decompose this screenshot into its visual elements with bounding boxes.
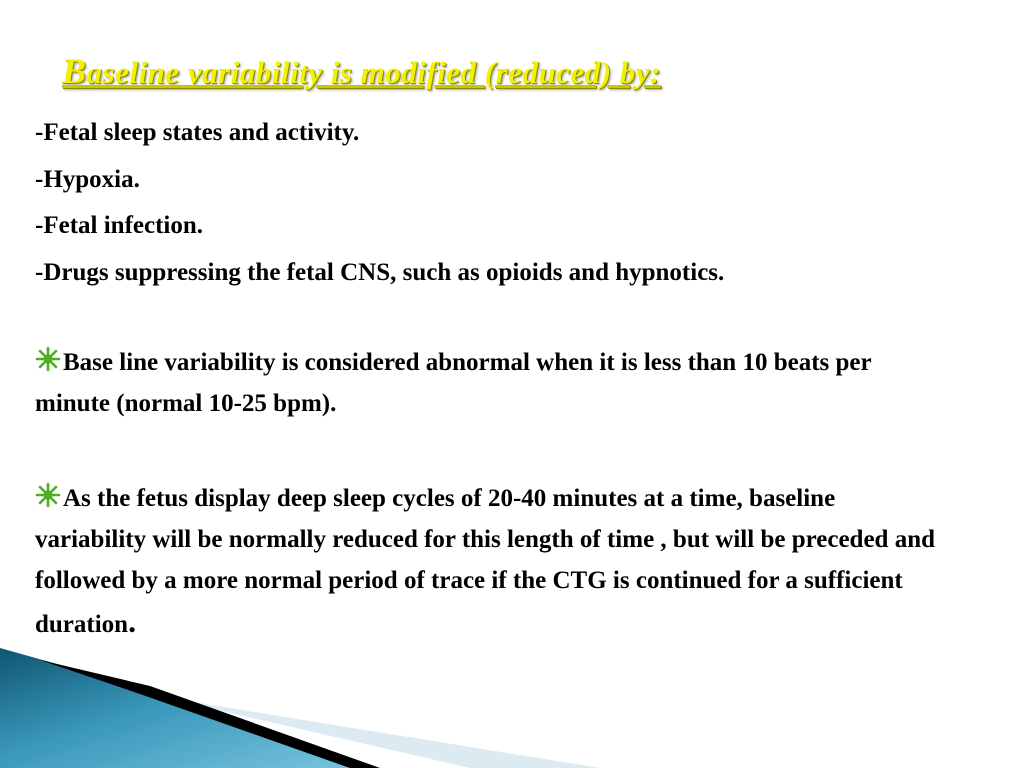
pale-swoosh-shape: [0, 660, 600, 768]
point-text: Base line variability is considered abnormal when it is less than 10 beats per minute (normal 10-25 bpm).: [35, 349, 872, 417]
point-text: As the fetus display deep sleep cycles of 20-40 minutes at a time, baseline variability will be normally reduced for this length of time , but will be preceded and followed by a more normal period of trace if the CTG is continued for a sufficient duration: [35, 485, 935, 638]
star-burst-icon: [35, 480, 61, 506]
factor-item: -Drugs suppressing the fetal CNS, such as opioids and hypnotics.: [35, 258, 725, 286]
slide-title-first-letter: B: [62, 51, 87, 91]
factor-item: -Fetal infection.: [35, 212, 204, 239]
star-burst-icon: [35, 344, 61, 370]
point-paragraph: [35, 342, 945, 424]
blue-swoosh-shape: [0, 648, 380, 768]
factor-item: -Hypoxia.: [35, 165, 140, 193]
slide-title: [62, 50, 661, 92]
black-swoosh-shape: [40, 660, 380, 768]
point-end-period: .: [128, 603, 137, 639]
point-paragraph: [35, 478, 945, 645]
slide-title-rest: aseline variability is modified (reduced) by:: [86, 55, 661, 90]
factors-list: [35, 110, 724, 296]
factor-item: -Fetal sleep states and activity.: [35, 119, 360, 146]
